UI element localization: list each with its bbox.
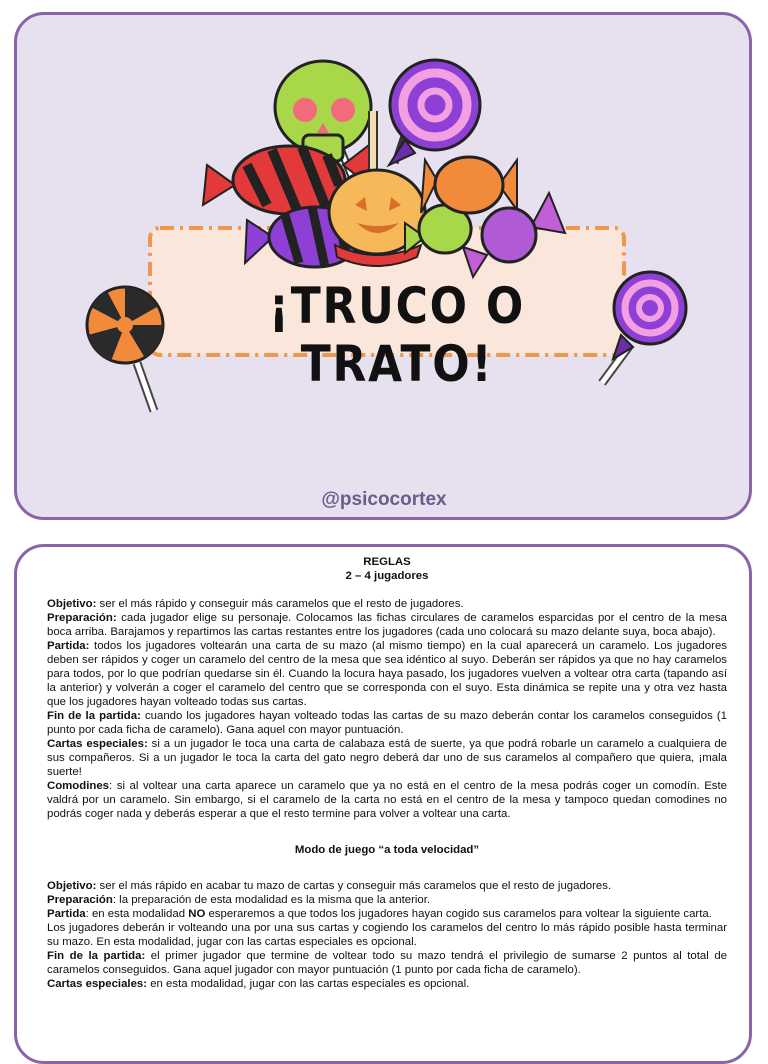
- rules-heading: REGLAS: [363, 556, 411, 568]
- cover-illustration: [17, 15, 751, 519]
- rules-card: [14, 544, 752, 1064]
- mode-especiales: Cartas especiales: en esta modalidad, jugar con las cartas especiales es opcional.: [47, 978, 470, 990]
- rules-text: [47, 555, 727, 991]
- mode-objetivo: Objetivo: ser el más rápido en acabar tu mazo de cartas y conseguir más caramelos que el resto de jugadores.: [47, 880, 612, 892]
- mode-preparacion: Preparación: la preparación de esta modalidad es la misma que la anterior.: [47, 894, 431, 906]
- cover-card: [14, 12, 752, 520]
- rule-especiales: Cartas especiales: si a un jugador le toca una carta de calabaza está de suerte, ya que podrá robarle un caramelo a cualquiera de sus compañeros. Si a un jugador le toca la carta del gato negro deberá dar uno de sus caramelos al compañero que quiera, ¡mala suerte!: [47, 738, 727, 778]
- left-lollipop-icon: [87, 287, 163, 411]
- swirl-lollipop-icon: [389, 60, 480, 165]
- rule-partida: Partida: todos los jugadores voltearán una carta de su mazo (al mismo tiempo) en la cual aparecerá un caramelo. Los jugadores deben ser rápidos y coger un caramelo del centro de la mesa que sea idéntico al suyo. Deberán ser rápidos ya que no hay caramelos para todos, por lo que podrían quedarse sin él. Cuando la locura haya pasado, los jugadores vuelven a voltear otra carta (tapando así la anterior) y volverán a coger el caramelo del centro que se corresponda con el suyo. Esta dinámica se repite una y otra vez hasta que los jugadores hayan volteado todas sus cartas.: [47, 640, 727, 708]
- rule-objetivo: Objetivo: ser el más rápido y conseguir más caramelos que el resto de jugadores.: [47, 598, 464, 610]
- author-handle: @psicocortex: [321, 489, 447, 510]
- orange-candy-icon: [421, 157, 517, 213]
- rule-fin: Fin de la partida: cuando los jugadores hayan volteado todas las cartas de su mazo deberán contar los caramelos conseguidos (1 punto por cada ficha de caramelo). Gana aquel con mayor puntuación.: [47, 710, 727, 736]
- mode-partida-2: Los jugadores deberán ir volteando una por una sus cartas y cogiendo los caramelos del centro lo más rápido posible hasta terminar su mazo. En esta modalidad, jugar con las cartas especiales es opcional.: [47, 922, 727, 948]
- players-count: 2 – 4 jugadores: [345, 570, 429, 582]
- mode-partida: Partida: en esta modalidad NO esperaremos a que todos los jugadores hayan cogido sus caramelos para voltear la siguiente carta.: [47, 908, 712, 920]
- mode-heading: Modo de juego “a toda velocidad”: [294, 844, 480, 856]
- rule-preparacion: Preparación: cada jugador elige su personaje. Colocamos las fichas circulares de caramelos esparcidas por el centro de la mesa boca arriba. Barajamos y repartimos las cartas restantes entre los jugadores (cada uno colocará su mazo delante suya, boca abajo).: [47, 612, 727, 638]
- mode-fin: Fin de la partida: el primer jugador que termine de voltear todo su mazo tendrá el privilegio de sumarse 2 puntos al total de caramelos conseguidos. Gana aquel jugador con mayor puntuación (1 punto por cada ficha de caramelo).: [47, 950, 727, 976]
- page-title: ¡TRUCO O TRATO!: [268, 277, 526, 393]
- rule-comodines: Comodines: si al voltear una carta aparece un caramelo que ya no está en el centro de la mesa podrás coger un comodín. Este valdrá por un caramelo. Sin embargo, si el caramelo de la carta no está en el centro de la mesa y tampoco quedan comodines no podrás coger nada y deberás esperar a que el resto termine para volver a voltear una carta.: [47, 780, 727, 820]
